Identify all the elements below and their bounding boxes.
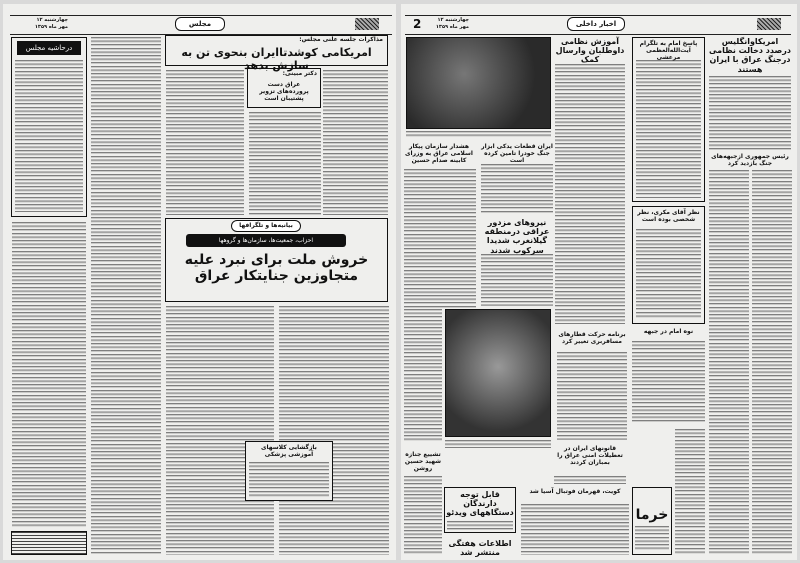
text-column	[166, 306, 274, 555]
headline-funeral: تشییع جنازه شهید حسین روشن	[404, 451, 442, 472]
text-column	[279, 306, 389, 555]
headline-trains: برنامه حرکت قطارهای مسافربری تغییر کرد	[558, 331, 626, 345]
footer-box	[11, 531, 87, 555]
newspaper-logo	[355, 18, 379, 30]
statements-tab: بیانیه‌ها و تلگرافها	[231, 220, 301, 232]
text-column	[404, 476, 442, 555]
text-column	[752, 170, 792, 555]
headline-imam-reply: پاسخ امام به تلگرام آیت‌الله‌العظمی مرعشی	[639, 40, 698, 61]
section-label: مجلس	[175, 17, 225, 31]
text-column	[709, 76, 791, 151]
text-column	[675, 429, 705, 555]
text-column	[404, 309, 442, 441]
text-column	[447, 521, 513, 530]
headline-mokri: نظر آقای مکری، نظر شخصی بوده است	[637, 209, 700, 223]
news-photo	[406, 37, 551, 129]
headline-kuwait: کویت، قهرمان فوتبال آسیا شد	[529, 488, 621, 495]
newspaper-logo	[757, 18, 781, 30]
headline-spare-parts: ایران قطعات یدکی ابزار جنگ خودرا تامین کرده است	[481, 143, 553, 164]
issue-date: چهارشنبه ۱۲ مهر ماه ۱۳۵۹	[34, 17, 68, 30]
inset-title: عراق دست پرورده‌های تزویر پشتیبان است	[259, 81, 309, 102]
text-column	[249, 462, 329, 497]
section-label: اخبار داخلی	[567, 17, 625, 31]
headline-us-uk: امریکاوانگلیس درصدد دخالت نظامی درجنگ عراق با ایران هستند	[709, 37, 791, 74]
text-column	[636, 60, 701, 198]
headline-president: رئیس جمهوری ازجبهه‌های جنگ بازدید کرد	[711, 153, 789, 167]
headline-grandson: نوه امام در جبهه	[643, 328, 694, 335]
headline-video: قابل توجه دارندگان دستگاههای ویدئو	[446, 490, 514, 518]
divider	[405, 15, 791, 16]
text-column	[632, 341, 705, 423]
text-column	[557, 352, 627, 440]
sidebar-title: درحاشیه مجلس	[17, 41, 81, 55]
statements-headline: خروش ملت برای نبرد علیه متجاوزین جنایتکار عراق	[184, 252, 369, 285]
inset-kicker: دکتر مبینی:	[282, 70, 317, 77]
headline-warning: هشدار سازمان پیکار اسلامی عراق به وزرای کابینه صدام حسین	[405, 143, 473, 164]
text-column	[521, 504, 629, 555]
photo-caption	[445, 440, 551, 448]
text-column	[404, 169, 476, 309]
text-column	[709, 170, 749, 555]
lead-kicker: مذاکرات جلسه علنی مجلس:	[299, 36, 383, 43]
news-photo	[445, 309, 551, 437]
text-column	[636, 229, 701, 319]
text-column	[554, 476, 626, 484]
text-column	[481, 164, 553, 214]
headline-weekly: اطلاعات هفتگی منتشر شد	[448, 539, 512, 558]
text-column	[166, 70, 244, 215]
text-column	[12, 222, 86, 527]
divider	[10, 15, 392, 16]
page-number: 2	[413, 17, 422, 31]
text-column	[15, 60, 83, 212]
headline-gilan: نیروهای مزدور عراقی درمنطقه گیلانغرب شدیدا سرکوب شدند	[484, 218, 550, 255]
statements-band: احزاب، جمعیت‌ها، سازمان‌ها و گروهها	[186, 234, 346, 247]
text-column	[91, 37, 161, 555]
lead-headline: امریکامی کوشدتاایران بنحوی تن به سازش بدهد	[181, 46, 372, 72]
headline-holidays: قانونهای ایران در تعطیلات امنی عراق را بمباران کردند	[557, 445, 623, 466]
headline-training: آموزش نظامی داوطلبان وارسال کمک	[555, 37, 625, 65]
divider	[405, 34, 791, 35]
text-column	[635, 526, 669, 551]
text-column	[249, 112, 321, 215]
photo-caption	[406, 131, 551, 138]
bottom-box-title: بازگشایی کلاسهای آموزشی پزشکی	[261, 444, 317, 458]
left-page	[3, 4, 396, 560]
text-column	[481, 254, 553, 306]
text-column	[555, 64, 625, 324]
right-page	[401, 4, 797, 560]
text-column	[323, 70, 388, 215]
ad-dates: خرما	[635, 507, 669, 523]
issue-date: چهارشنبه ۱۲ مهر ماه ۱۳۵۹	[435, 17, 469, 30]
